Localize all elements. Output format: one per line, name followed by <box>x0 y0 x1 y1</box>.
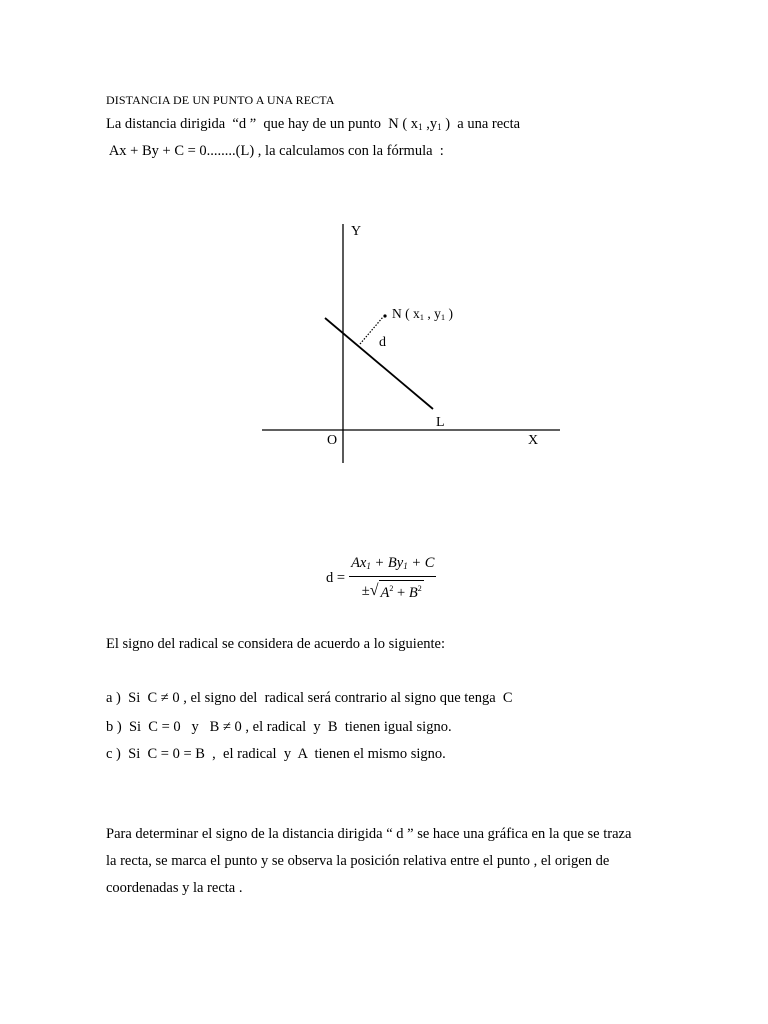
y-axis-label: Y <box>351 224 362 239</box>
exponent-b: 2 <box>417 584 422 593</box>
closing-line-1: Para determinar el signo de la distancia dirigida “ d ” se hace una gráfica en la que se traza <box>106 826 632 842</box>
radicand <box>379 580 424 601</box>
numerator-pre: Ax <box>351 555 367 571</box>
point-N-label-pre: N ( x <box>392 306 420 321</box>
closing-line-2: la recta, se marca el punto y se observa la posición relativa entre el punto , el origen de <box>106 853 610 869</box>
numerator-sub2: 1 <box>403 561 408 571</box>
radicand-plus: + <box>393 585 409 601</box>
sign-rule-intro: El signo del radical se considera de acuerdo a lo siguiente: <box>106 636 446 652</box>
x-axis-label: X <box>528 433 539 448</box>
radical-icon: √ <box>369 581 379 599</box>
formula-fraction <box>349 555 436 601</box>
point-N-label-mid: , y <box>424 306 441 321</box>
plus-minus-sign: ± <box>361 582 370 599</box>
intro-line-1-post: ) a una recta <box>441 116 521 132</box>
point-N-sub1: 1 <box>419 312 424 322</box>
line-L <box>325 318 433 409</box>
rule-b: b ) Si C = 0 y B ≠ 0 , el radical y B tienen igual signo. <box>106 719 452 735</box>
numerator-sub1: 1 <box>366 561 371 571</box>
origin-label: O <box>327 433 338 448</box>
formula-numerator <box>349 555 436 576</box>
rule-c: c ) Si C = 0 = B , el radical y A tienen el mismo signo. <box>106 746 446 762</box>
exponent-a: 2 <box>389 584 394 593</box>
closing-line-3: coordenadas y la recta . <box>106 880 243 896</box>
square-root <box>370 580 424 601</box>
point-N-label-post: ) <box>445 306 453 321</box>
document-heading: DISTANCIA DE UN PUNTO A UNA RECTA <box>106 93 335 107</box>
formula-denominator <box>362 577 424 601</box>
radicand-a: A <box>380 585 390 601</box>
point-N <box>383 314 386 317</box>
rule-a: a ) Si C ≠ 0 , el signo del radical será contrario al signo que tenga C <box>106 690 513 706</box>
formula-lhs: d = <box>326 569 346 586</box>
numerator-post: + C <box>407 555 435 571</box>
intro-line-1-mid: ,y <box>422 116 438 132</box>
distance-label: d <box>379 335 386 350</box>
intro-line-2: Ax + By + C = 0........(L) , la calculamos con la fórmula : <box>106 143 444 159</box>
intro-subscript-1: 1 <box>418 122 423 132</box>
intro-line-1-pre: La distancia dirigida “d ” que hay de un punto N ( x <box>106 116 419 132</box>
radicand-b: B <box>408 585 418 601</box>
line-L-label: L <box>436 415 445 430</box>
point-N-sub2: 1 <box>440 312 446 322</box>
intro-subscript-2: 1 <box>437 122 442 132</box>
point-N-label <box>392 306 453 322</box>
distance-formula <box>326 556 436 600</box>
numerator-mid: + By <box>370 555 404 571</box>
